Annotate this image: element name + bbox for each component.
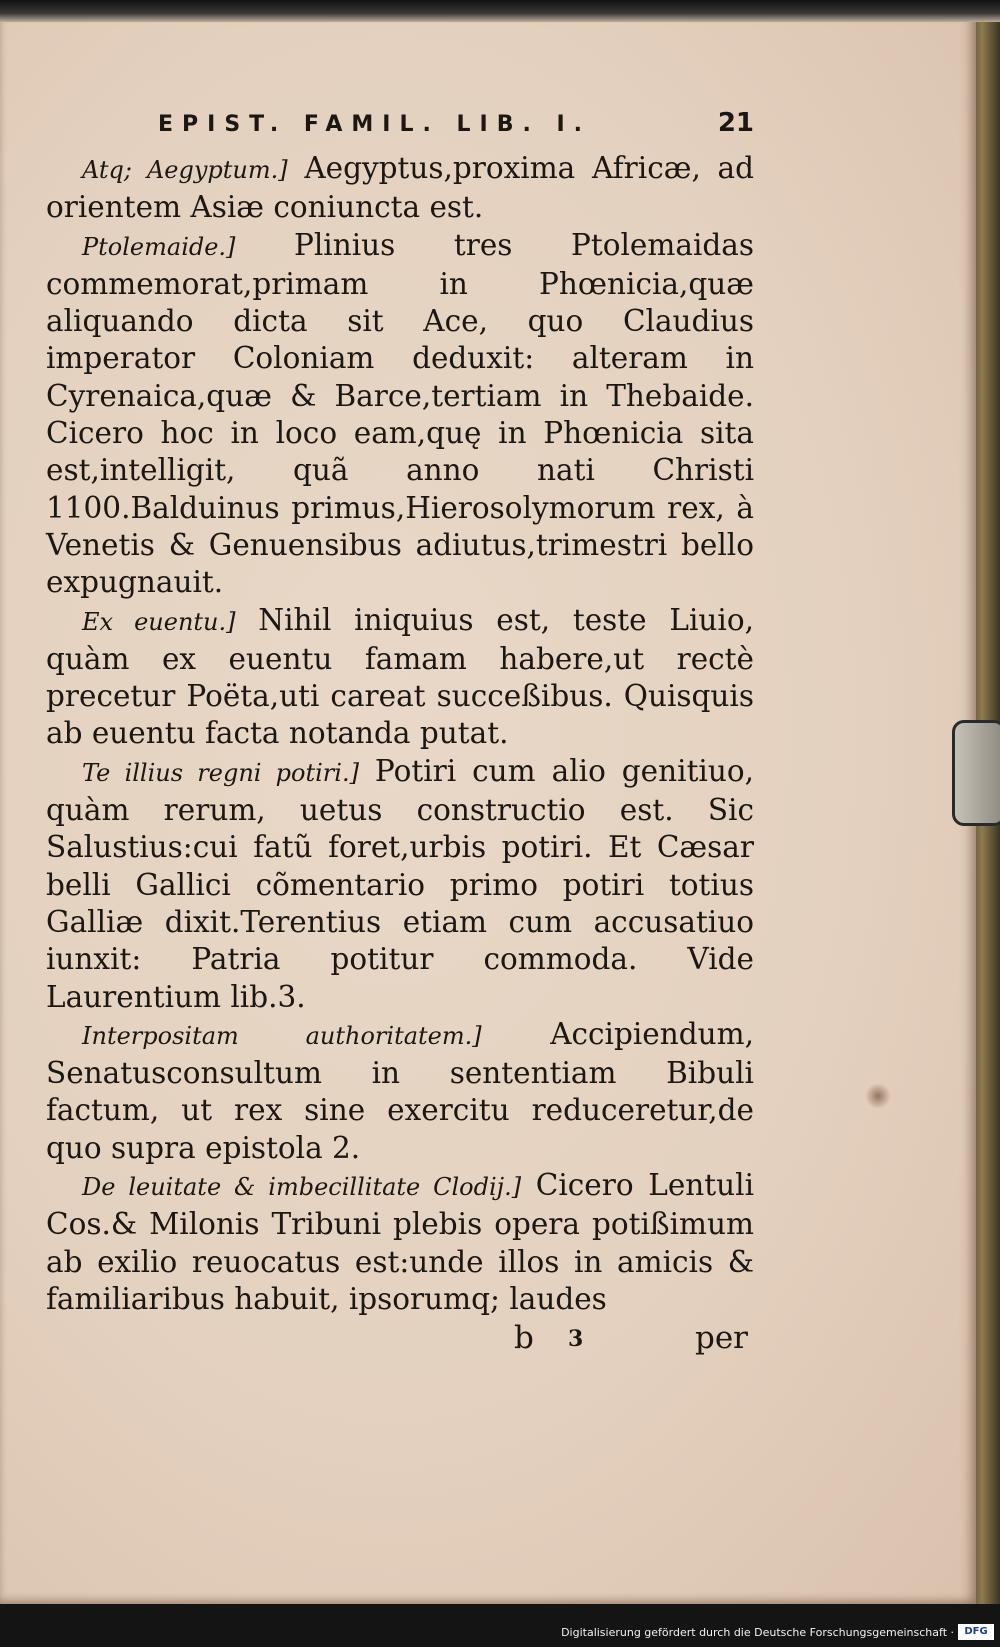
lemma: Ex euentu.]: [82, 607, 236, 636]
lemma: Ptolemaide.]: [82, 232, 236, 261]
commentary-text: Potiri cum alio genitiuo, quàm rerum, uetus constructio est. Sic Salustius:cui fatũ foret,urbis potiri. Et Cæsar belli Gallici cõmentario primo potiri totius Galliæ dixit.Terentius etiam cum accusatiuo iunxit: Patria potitur commoda. Vide Laurentium lib.3.: [46, 753, 755, 1014]
commentary-paragraph: [46, 602, 754, 753]
page-number: 21: [717, 108, 754, 138]
page-text-block: [46, 104, 754, 1360]
lemma: Atq; Aegyptum.]: [82, 156, 288, 184]
catchword: per: [694, 1320, 748, 1357]
lemma: Interpositam authoritatem.]: [82, 1021, 482, 1050]
commentary-text: Cicero Lentuli Cos.& Milonis Tribuni plebis opera potißimum ab exilio reuocatus est:unde illos in amicis & familiaribus habuit, ipsorumq; laudes: [46, 1168, 755, 1316]
signature-mark: b: [514, 1320, 534, 1357]
commentary-text: Plinius tres Ptolemaidas commemorat,primam in Phœnicia,quæ aliquando dicta sit Ace, quo Claudius imperator Coloniam deduxit: alteram in Cyrenaica,quæ & Barce,tertiam in Thebaide. Cicero hoc in loco eam,quę in Phœnicia sita est,intelligit, quã anno nati Christi 1100.Balduinus primus,Hierosolymorum rex, à Venetis & Genuensibus adiutus,trimestri bello expugnauit.: [46, 227, 754, 600]
running-head-title: EPIST. FAMIL. LIB. I.: [158, 112, 592, 137]
commentary-paragraph: [46, 1167, 754, 1318]
footer-credit: Digitalisierung gefördert durch die Deutsche Forschungsgemeinschaft ·: [561, 1626, 954, 1639]
commentary-paragraph: [46, 227, 754, 602]
signature-number: 3: [568, 1326, 584, 1353]
running-head: [46, 104, 754, 144]
lemma: Te illius regni potiri.]: [82, 758, 359, 787]
commentary-text: Nihil iniquius est, teste Liuio, quàm ex euentu famam habere,ut rectè precetur Poëta,uti careat succeßibus. Quisquis ab euentu facta notanda putat.: [46, 602, 754, 751]
commentary-text: Accipiendum, Senatusconsultum in sententiam Bibuli factum, ut rex sine exercitu reduceretur,de quo supra epistola 2.: [46, 1016, 754, 1165]
page-top-edge: [0, 0, 1000, 22]
commentary-paragraph: [46, 1016, 754, 1167]
page-clip: [952, 720, 1000, 826]
dfg-logo: DFG: [958, 1624, 994, 1640]
lemma: De leuitate & imbecillitate Clodij.]: [82, 1173, 522, 1202]
commentary-text: Aegyptus,proxima Africæ, ad orientem Asiæ coniuncta est.: [46, 151, 754, 225]
paper-stain: [865, 1083, 891, 1109]
commentary-paragraph: [46, 753, 754, 1016]
catchline: [46, 1320, 754, 1360]
commentary-paragraph: [46, 150, 754, 227]
